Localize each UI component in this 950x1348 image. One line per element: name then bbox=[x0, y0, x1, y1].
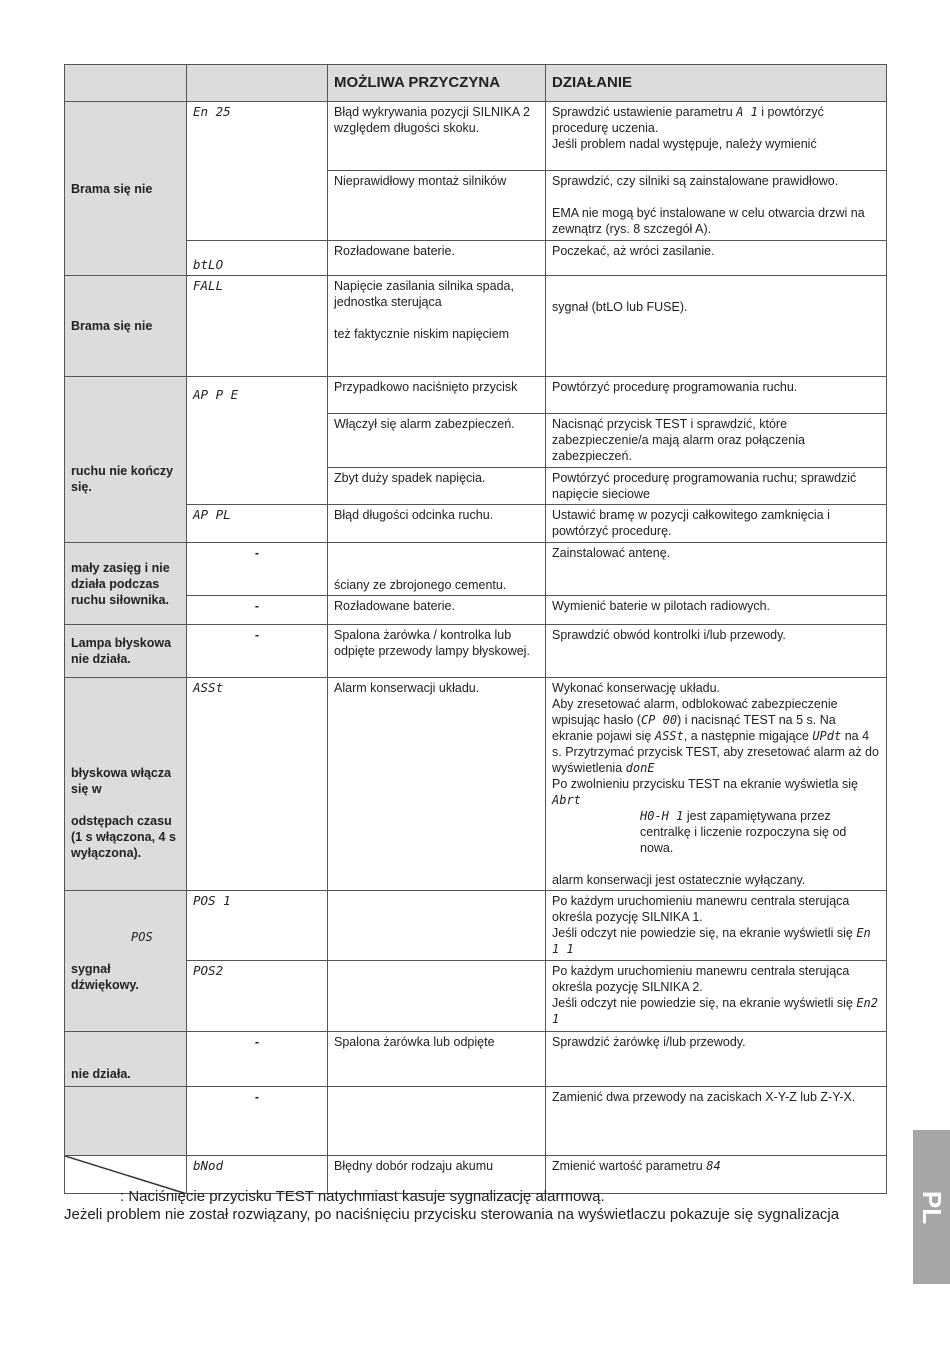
cause-text: też faktycznie niskim napięciem bbox=[334, 327, 510, 341]
table-row bbox=[65, 543, 887, 596]
table-row bbox=[65, 596, 887, 625]
action-text: jest zapamiętywana przez centralkę i liczenie rozpoczyna się od nowa. bbox=[640, 809, 847, 855]
cause-cell: Rozładowane baterie. bbox=[328, 241, 546, 276]
param-code: POS bbox=[131, 930, 153, 944]
param-code: En 1 1 bbox=[552, 926, 871, 956]
symptom-cell: Lampa błyskowa nie działa. bbox=[65, 625, 187, 678]
action-cell: Wymienić baterie w pilotach radiowych. bbox=[546, 596, 887, 625]
cause-cell bbox=[328, 891, 546, 961]
param-code: UPdt bbox=[812, 729, 842, 743]
cause-cell: Przypadkowo naciśnięto przycisk bbox=[328, 377, 546, 414]
action-cell: Sprawdzić obwód kontrolki i/lub przewody. bbox=[546, 625, 887, 678]
display-code: - bbox=[187, 596, 328, 625]
action-text: Po każdym uruchomieniu manewru centrala sterująca określa pozycję SILNIKA 1. bbox=[552, 894, 850, 924]
symptom-text: błyskowa włącza się w bbox=[71, 766, 172, 796]
action-text: Jeśli odczyt nie powiedzie się, na ekranie wyświetli się bbox=[552, 926, 853, 940]
action-text: i powtórzyć procedurę uczenia. bbox=[552, 105, 824, 135]
action-text: Sprawdzić ustawienie parametru bbox=[552, 105, 733, 119]
display-code: En 25 bbox=[187, 102, 328, 241]
display-code: btLO bbox=[187, 241, 328, 276]
table-row bbox=[65, 102, 887, 171]
action-cell: Powtórzyć procedurę programowania ruchu; sprawdzić napięcie sieciowe bbox=[546, 468, 887, 505]
cause-cell: Błąd wykrywania pozycji SILNIKA 2 względem długości skoku. bbox=[328, 102, 546, 171]
display-code: FALL bbox=[187, 276, 328, 377]
cause-cell: Alarm konserwacji układu. bbox=[328, 678, 546, 891]
action-text: , a następnie migające bbox=[683, 729, 809, 743]
table-row bbox=[65, 505, 887, 543]
cause-cell: ściany ze zbrojonego cementu. bbox=[328, 543, 546, 596]
header-action: DZIAŁANIE bbox=[546, 65, 887, 102]
action-text: na 4 s. Przytrzymać przycisk TEST, aby zresetować alarm aż do wyświetlenia bbox=[552, 729, 879, 775]
footnote-test: : Naciśnięcie przycisku TEST natychmiast kasuje sygnalizację alarmową. bbox=[120, 1188, 605, 1205]
header-cause: MOŻLIWA PRZYCZYNA bbox=[328, 65, 546, 102]
action-text: ) i nacisnąć TEST na 5 s. Na ekranie pojawi się bbox=[552, 713, 836, 743]
param-code: CP 00 bbox=[640, 713, 678, 727]
footnote-unresolved: Jeżeli problem nie został rozwiązany, po naciśnięciu przycisku sterowania na wyświetlaczu pokazuje się sygnalizacja bbox=[64, 1206, 840, 1223]
cause-cell bbox=[328, 276, 546, 377]
cause-text: Napięcie zasilania silnika spada, jednostka sterująca bbox=[334, 279, 514, 309]
param-code: H0-H 1 bbox=[640, 809, 684, 823]
cause-cell: Błąd długości odcinka ruchu. bbox=[328, 505, 546, 543]
symptom-cell: Brama się nie bbox=[65, 102, 187, 276]
cause-cell bbox=[328, 1087, 546, 1156]
display-code: - bbox=[187, 543, 328, 596]
symptom-text: odstępach czasu (1 s włączona, 4 s wyłączona). bbox=[71, 814, 176, 860]
cause-cell: Zbyt duży spadek napięcia. bbox=[328, 468, 546, 505]
cause-cell: Spalona żarówka / kontrolka lub odpięte przewody lampy błyskowej. bbox=[328, 625, 546, 678]
action-text: Jeśli problem nadal występuje, należy wymienić bbox=[552, 137, 817, 151]
display-code: ASSt bbox=[187, 678, 328, 891]
header-code bbox=[187, 65, 328, 102]
table-row bbox=[65, 1032, 887, 1087]
symptom-cell bbox=[65, 891, 187, 1032]
param-code: donE bbox=[625, 761, 655, 775]
action-cell bbox=[546, 678, 887, 891]
action-text: Po każdym uruchomieniu manewru centrala sterująca określa pozycję SILNIKA 2. bbox=[552, 964, 850, 994]
action-cell: Sprawdzić żarówkę i/lub przewody. bbox=[546, 1032, 887, 1087]
action-text: Sprawdzić, czy silniki są zainstalowane prawidłowo. bbox=[552, 174, 839, 188]
action-cell: Powtórzyć procedurę programowania ruchu. bbox=[546, 377, 887, 414]
action-cell bbox=[546, 961, 887, 1032]
action-cell bbox=[546, 171, 887, 241]
display-code: - bbox=[187, 625, 328, 678]
table-row bbox=[65, 377, 887, 414]
troubleshooting-table bbox=[64, 64, 887, 1194]
symptom-cell bbox=[65, 1087, 187, 1156]
table-row bbox=[65, 891, 887, 961]
table-header-row bbox=[65, 65, 887, 102]
action-cell: Ustawić bramę w pozycji całkowitego zamknięcia i powtórzyć procedurę. bbox=[546, 505, 887, 543]
cause-cell: Nieprawidłowy montaż silników bbox=[328, 171, 546, 241]
table-row bbox=[65, 1087, 887, 1156]
display-code: AP P E bbox=[187, 377, 328, 505]
cause-cell: Rozładowane baterie. bbox=[328, 596, 546, 625]
action-text: Po zwolnieniu przycisku TEST na ekranie wyświetla się bbox=[552, 777, 858, 791]
symptom-cell: Brama się nie bbox=[65, 276, 187, 377]
symptom-cell: nie działa. bbox=[65, 1032, 187, 1087]
display-code: POS2 bbox=[187, 961, 328, 1032]
language-side-tab bbox=[913, 1130, 950, 1284]
symptom-cell: mały zasięg i nie działa podczas ruchu siłownika. bbox=[65, 543, 187, 625]
action-text: Aby zresetować alarm, odblokować zabezpieczenie wpisując hasło ( bbox=[552, 697, 838, 727]
table-row bbox=[65, 678, 887, 891]
action-cell: Nacisnąć przycisk TEST i sprawdzić, które zabezpieczenie/a mają alarm oraz połączenia zabezpieczeń. bbox=[546, 414, 887, 468]
cause-cell bbox=[328, 961, 546, 1032]
display-code: - bbox=[187, 1087, 328, 1156]
cause-cell: Spalona żarówka lub odpięte bbox=[328, 1032, 546, 1087]
display-code: AP PL bbox=[187, 505, 328, 543]
action-cell: Zamienić dwa przewody na zaciskach X-Y-Z lub Z-Y-X. bbox=[546, 1087, 887, 1156]
header-symptom bbox=[65, 65, 187, 102]
cause-cell: Włączył się alarm zabezpieczeń. bbox=[328, 414, 546, 468]
action-text: EMA nie mogą być instalowane w celu otwarcia drzwi na zewnątrz (rys. 8 szczegół A). bbox=[552, 206, 865, 236]
display-code: - bbox=[187, 1032, 328, 1087]
action-cell bbox=[546, 102, 887, 171]
language-label: PL bbox=[916, 1190, 947, 1224]
action-cell: sygnał (btLO lub FUSE). bbox=[546, 276, 887, 377]
display-code: POS 1 bbox=[187, 891, 328, 961]
action-cell bbox=[546, 891, 887, 961]
param-code: ASSt bbox=[654, 729, 684, 743]
param-code: 84 bbox=[706, 1159, 721, 1173]
action-cell: Zainstalować antenę. bbox=[546, 543, 887, 596]
action-text: Jeśli odczyt nie powiedzie się, na ekranie wyświetli się bbox=[552, 996, 853, 1010]
action-cell: Poczekać, aż wróci zasilanie. bbox=[546, 241, 887, 276]
param-code: En2 1 bbox=[552, 996, 879, 1026]
param-code: Abrt bbox=[552, 793, 581, 807]
table-row bbox=[65, 241, 887, 276]
symptom-text: sygnał dźwiękowy. bbox=[71, 962, 139, 992]
symptom-cell: ruchu nie kończy się. bbox=[65, 377, 187, 543]
cause-cell: Błędny dobór rodzaju akumu bbox=[328, 1156, 546, 1194]
action-text: Wykonać konserwację układu. bbox=[552, 681, 721, 695]
table-row bbox=[65, 625, 887, 678]
param-code: A 1 bbox=[736, 105, 758, 119]
display-code: bNod bbox=[187, 1156, 328, 1194]
action-text: alarm konserwacji jest ostatecznie wyłączany. bbox=[552, 873, 806, 887]
action-text: Zmienić wartość parametru bbox=[552, 1159, 703, 1173]
table-row bbox=[65, 276, 887, 377]
symptom-cell bbox=[65, 678, 187, 891]
table-row bbox=[65, 961, 887, 1032]
